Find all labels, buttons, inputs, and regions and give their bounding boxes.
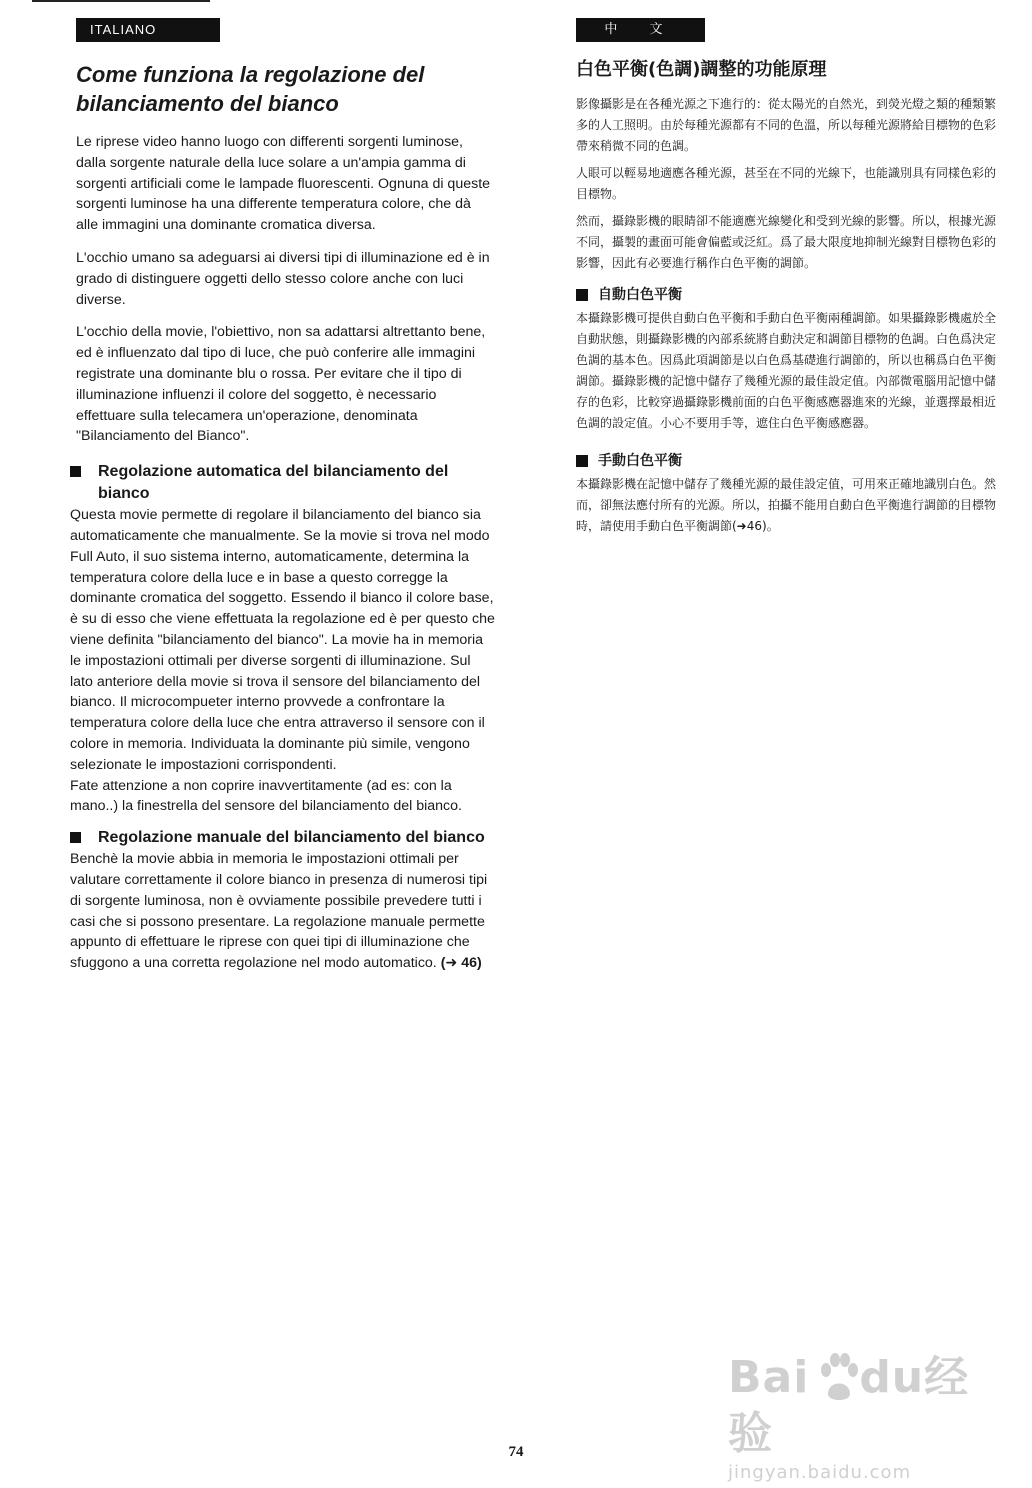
section-heading-manual-white-balance [70,827,496,849]
bullet-square-icon [70,832,81,843]
bullet-square-icon [70,466,81,477]
intro-paragraph-3: L'occhio della movie, l'obiettivo, non sa adattarsi altrettanto bene, ed è influenzato dal tipo di luce, che può conferire alle immagini registrate una dominante blu o rossa. Per evitare che il tipo di illuminazione influenzi il colore del soggetto, è necessario effettuare sulla telecamera un'operazione, denominata "Bilanciamento del Bianco". [76,324,486,445]
manual-white-balance-text [70,849,496,974]
top-rule [32,0,210,2]
auto-white-balance-note: Fate attenzione a non coprire inavvertitamente (ad es: con la mano..) la finestrella del sensore del bilanciamento del bianco. [70,777,462,815]
page-title-italian: Come funziona la regolazione del bilanciamento del bianco [76,62,425,116]
watermark-brand-right: du [859,1352,925,1403]
section-heading-label: Regolazione manuale del bilanciamento del bianco [98,829,485,847]
auto-white-balance-text-zh: 本攝錄影機可提供自動白色平衡和手動白色平衡兩種調節。如果攝錄影機處於全自動狀態，則攝錄影機的內部系統將自動決定和調節目標物的色調。白色爲決定色調的基本色。因爲此項調節是以白色爲基礎進行調節的，所以也稱爲白色平衡調節。攝錄影機的記憶中儲存了幾種光源的最佳設定值。內部微電腦用記憶中儲存的色彩，比較穿過攝錄影機前面的白色平衡感應器進來的光線，並選擇最相近色調的設定值。小心不要用手等，遮住白色平衡感應器。 [576,311,997,430]
intro-paragraph-zh-1: 影像攝影是在各種光源之下進行的：從太陽光的自然光，到熒光燈之類的種類繁多的人工照明。由於每種光源都有不同的色溫，所以每種光源將給目標物的色彩帶來稍微不同的色調。 [576,97,997,153]
section-heading-auto-white-balance [70,461,496,505]
baidu-watermark [728,1350,998,1483]
paw-icon [816,1350,862,1406]
watermark-brand-left: Bai [728,1352,810,1403]
section-heading-label: 手動白色平衡 [598,453,682,469]
auto-white-balance-text: Questa movie permette di regolare il bilanciamento del bianco sia automaticamente che manualmente. Se la movie si trova nel modo Full Auto, il suo sistema interno, automaticamente, determina la temperatura colore della luce e in base a questo corregge la dominante cromatica del soggetto. Essendo il bianco il colore base, è su di esso che viene effettuata la regolazione ed è per questo che viene definita "bilanciamento del bianco". La movie ha in memoria le impostazioni ottimali per diverse sorgenti di illuminazione. Sul lato anteriore della movie si trova il sensore del bilanciamento del bianco. Il microcompueter interno provvede a confrontare la temperatura colore della luce che entra attraverso il sensore con il colore in memoria. Individuata la dominante più simile, vengono selezionate le impostazioni corrispondenti. [70,507,495,773]
italian-column [68,18,496,974]
chinese-column [576,18,1000,543]
intro-paragraph-1: Le riprese video hanno luogo con differenti sorgenti luminose, dalla sorgente naturale della luce solare a un'ampia gamma di sorgenti artificiali come le lampade fluorescenti. Ognuna di queste sorgenti luminose ha una differente temperatura colore, che dà alle immagini una dominante cromatica diversa. [76,134,491,234]
page-title-chinese: 白色平衡(色調)調整的功能原理 [576,59,827,80]
language-tab-chinese: 中 文 [576,18,705,42]
watermark-brand [728,1350,998,1462]
section-heading-label: Regolazione automatica del bilanciamento del bianco [98,463,449,503]
bullet-square-icon [576,289,588,301]
intro-paragraph-2: L'occhio umano sa adeguarsi ai diversi tipi di illuminazione ed è in grado di distinguere oggetti dello stesso colore anche con luci diverse. [76,249,490,308]
watermark-brand-cn: 经验 [728,1352,970,1459]
intro-paragraph-zh-3: 然而，攝錄影機的眼睛卻不能適應光線變化和受到光線的影響。所以，根據光源不同，攝製的畫面可能會偏藍或泛紅。爲了最大限度地抑制光線對目標物色彩的影響，因此有必要進行稱作白色平衡的調節。 [576,214,997,270]
page-reference: (➜ 46) [440,955,482,972]
section-heading-label: 自動白色平衡 [598,287,682,303]
watermark-url: jingyan.baidu.com [728,1462,912,1483]
bullet-square-icon [576,455,588,467]
page-number: 74 [508,1444,524,1460]
section-heading-auto-white-balance-zh [576,284,1000,306]
section-heading-manual-white-balance-zh [576,450,1000,472]
intro-paragraph-zh-2: 人眼可以輕易地適應各種光源，甚至在不同的光線下，也能識別具有同樣色彩的目標物。 [576,166,997,201]
language-tab-italian: ITALIANO [76,18,220,42]
manual-white-balance-text-zh: 本攝錄影機在記憶中儲存了幾種光源的最佳設定值，可用來正確地識別白色。然而，卻無法應付所有的光源。所以，拍攝不能用自動白色平衡進行調節的目標物時，請使用手動白色平衡調節(➜46)。 [576,477,997,533]
manual-white-balance-body: Benchè la movie abbia in memoria le impostazioni ottimali per valutare correttamente il colore bianco in presenza di numerosi tipi di sorgente luminosa, non è ovviamente possibile prevedere tutti i casi che si possono presentare. La regolazione manuale permette appunto di effettuare le riprese con quei tipi di illuminazione che sfuggono a una corretta regolazione nel modo automatico. [70,851,488,972]
